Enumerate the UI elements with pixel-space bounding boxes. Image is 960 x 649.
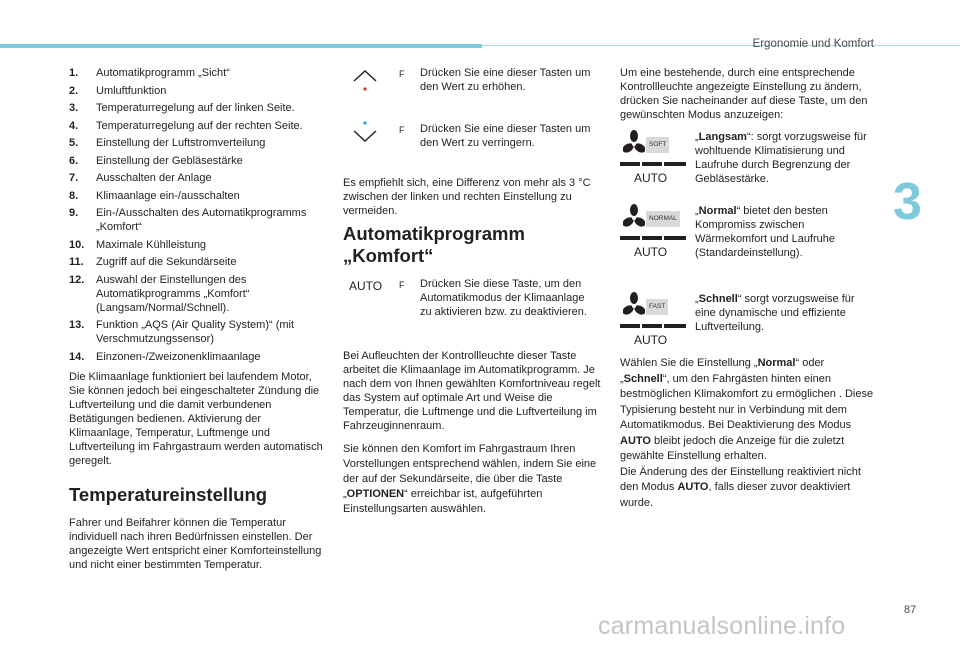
options-paragraph: [343, 442, 601, 517]
list-item: [69, 84, 327, 98]
list-item-text: Temperaturregelung auf der linken Seite.: [96, 102, 295, 114]
bullet-icon: F: [399, 280, 405, 290]
options-keyword: OPTIONEN: [346, 488, 405, 500]
list-item: [69, 238, 327, 252]
list-item-number: 10.: [69, 238, 85, 251]
list-item: [69, 273, 327, 315]
list-item: [69, 101, 327, 115]
auto-label: AUTO: [634, 245, 668, 259]
list-item: [69, 66, 327, 80]
list-item-number: 9.: [69, 207, 79, 219]
chevron-down-icon: [351, 120, 379, 144]
mode-list: [620, 128, 876, 356]
fan-icon: [623, 130, 645, 156]
list-item-number: 8.: [69, 189, 79, 202]
mode-description: „Normal“ bietet den besten Kompromiss zwischen Wärmekomfort und Laufruhe (Standardeinstellung).: [695, 205, 836, 259]
mode-paragraph: [620, 356, 876, 465]
temperature-paragraph: Fahrer und Beifahrer können die Temperatur individuell nach ihren Bedürfnissen einstellen. Der angezeigte Wert entspricht einer Komforteinstellung und nicht einer bestimmten Temperatur.: [69, 516, 322, 571]
page-number: 87: [904, 604, 917, 616]
mode-normal-label: Normal: [757, 357, 796, 369]
auto-label: AUTO: [634, 333, 668, 347]
increase-instruction: [343, 66, 601, 118]
mode-indicator-icon: [620, 128, 686, 188]
list-item-text: Automatikprogramm „Sicht“: [96, 67, 230, 79]
mode-tag: FAST: [646, 299, 668, 315]
auto-keyword: AUTO: [677, 481, 709, 493]
mode-name: Schnell: [698, 293, 738, 305]
list-item-text: Funktion „AQS (Air Quality System)“ (mit Verschmutzungssensor): [96, 319, 295, 345]
header-accent-bar: [0, 44, 482, 48]
temperature-heading: Temperatureinstellung: [69, 483, 268, 505]
auto-button-icon: AUTO: [349, 279, 383, 293]
right-column: [620, 66, 876, 511]
mode-tag: SOFT: [646, 137, 669, 153]
reactivate-text-c: , falls dieser zuvor deaktiviert wurde.: [620, 481, 851, 509]
header-divider: [482, 45, 960, 46]
decrease-text: Drücken Sie eine dieser Tasten um den Wert zu verringern.: [420, 123, 591, 149]
list-item-text: Umluftfunktion: [96, 84, 167, 97]
comfort-mode-soft: [620, 128, 876, 202]
auto-text: Drücken Sie diese Taste, um den Automatikmodus der Klimaanlage zu aktivieren bzw. zu deaktivieren.: [420, 278, 587, 318]
mode-desc-text: “ bietet den besten Kompromiss zwischen Wärmekomfort und Laufruhe (Standardeinstellung).: [695, 205, 836, 259]
list-item: [69, 350, 327, 364]
list-item-number: 4.: [69, 119, 79, 132]
list-item-text: Einzonen-/Zweizonenklimaanlage: [96, 350, 261, 363]
list-item-number: 12.: [69, 273, 85, 286]
fan-icon: [623, 292, 645, 318]
list-item-text: Einstellung der Gebläsestärke: [96, 154, 243, 167]
auto-label: AUTO: [634, 171, 668, 185]
list-item: [69, 318, 327, 346]
mode-description: „Schnell“ sorgt vorzugsweise für eine dynamische und effiziente Luftverteilung.: [695, 293, 855, 333]
list-item-number: 13.: [69, 319, 85, 331]
mode-desc-text: “: sorgt vorzugsweise für wohltuende Klimatisierung und Laufruhe durch Begrenzung der Gebläsestärke.: [695, 131, 867, 185]
list-item: [69, 255, 327, 269]
list-item: [69, 154, 327, 168]
reactivate-paragraph: [620, 465, 876, 512]
comfort-mode-normal: [620, 202, 876, 290]
mode-text-d: “, um den Fahrgästen hinten einen bestmöglichen Klimakomfort zu ermöglichen . Diese Typisierung besteht nur in Verbindung mit dem Automatikmodus. Bei Deaktivierung des Modus: [620, 372, 874, 431]
list-item-text: Zugriff auf die Sekundärseite: [96, 256, 237, 268]
fan-icon: [623, 204, 645, 230]
list-item-text: Temperaturregelung auf der rechten Seite.: [96, 119, 303, 132]
list-item-number: 14.: [69, 350, 85, 363]
speed-bars: [620, 162, 686, 166]
list-item-number: 6.: [69, 154, 79, 167]
reactivate-text-a: Die Änderung des der Einstellung reaktiviert nicht den Modus: [620, 465, 861, 493]
section-title: Ergonomie und Komfort: [752, 38, 874, 50]
chevron-up-icon: [351, 68, 379, 92]
heading-line-2: „Komfort“: [343, 245, 434, 266]
options-text-b: “ erreichbar ist, aufgeführten Einstellungsarten auswählen.: [343, 488, 543, 515]
list-item-text: Auswahl der Einstellungen des Automatikprogramms „Komfort“ (Langsam/Normal/Schnell).: [96, 273, 250, 314]
mode-indicator-icon: [620, 290, 686, 350]
mode-intro: Um eine bestehende, durch eine entsprechende Kontrollleuchte angezeigte Einstellung zu ändern, drücken Sie nacheinander auf diese Taste, um den gewünschten Modus anzuzeigen:: [620, 67, 868, 121]
watermark: carmanualsonline.info: [598, 612, 846, 640]
list-item-number: 2.: [69, 84, 79, 97]
list-item: [69, 119, 327, 133]
options-text-a: Sie können den Komfort im Fahrgastraum Ihren Vorstellungen entsprechend wählen, indem Sie eine der auf der Sekundärseite, die über die Taste „: [343, 443, 597, 500]
middle-column: [343, 66, 601, 517]
list-item: [69, 171, 327, 185]
list-item-number: 5.: [69, 137, 79, 149]
list-item-text: Klimaanlage ein-/ausschalten: [96, 189, 240, 202]
auto-keyword: AUTO: [620, 434, 651, 447]
mode-name: Normal: [698, 205, 737, 217]
auto-instruction: [343, 277, 601, 343]
control-list: [69, 66, 327, 364]
list-item-number: 3.: [69, 102, 79, 114]
mode-text-e: bleibt jedoch die Anzeige für die zuletzt gewählte Einstellung erhalten.: [620, 434, 845, 462]
list-item: [69, 189, 327, 203]
mode-fast-label: Schnell: [623, 372, 663, 385]
bullet-icon: F: [399, 69, 405, 79]
decrease-instruction: [343, 122, 601, 176]
mode-text-c: “ oder „: [620, 357, 825, 385]
mode-description: „Langsam“: sorgt vorzugsweise für wohltuende Klimatisierung und Laufruhe durch Begrenzung der Gebläsestärke.: [695, 131, 867, 185]
list-item-text: Maximale Kühlleistung: [96, 238, 207, 251]
list-item-text: Ausschalten der Anlage: [96, 172, 212, 184]
list-item-number: 1.: [69, 67, 79, 79]
automatic-program-heading: [343, 223, 601, 267]
mode-name: Langsam: [698, 131, 747, 143]
intro-paragraph: Die Klimaanlage funktioniert bei laufendem Motor, Sie können jedoch bei eingeschalteter Zündung die Luftverteilung und die damit verbundenen Betätigungen bedienen. Aktivierung der Klimaanlage, Temperatur, Luftmenge und Luftverteilung im Fahrgastraum werden automatisch geregelt.: [69, 370, 323, 467]
list-item-text: Ein-/Ausschalten des Automatikprogramms „Komfort“: [96, 207, 307, 233]
mode-text-a: Wählen Sie die Einstellung „: [620, 357, 758, 369]
left-column: [69, 66, 327, 572]
list-item-text: Einstellung der Luftstromverteilung: [96, 137, 266, 149]
mode-tag: NORMAL: [646, 211, 680, 227]
chapter-number: 3: [893, 173, 922, 231]
list-item: [69, 206, 327, 234]
bullet-icon: F: [399, 125, 405, 135]
list-item: [69, 136, 327, 150]
speed-bars: [620, 324, 686, 328]
speed-bars: [620, 236, 686, 240]
increase-text: Drücken Sie eine dieser Tasten um den Wert zu erhöhen.: [420, 67, 591, 93]
auto-paragraph: Bei Aufleuchten der Kontrollleuchte dieser Taste arbeitet die Klimaanlage im Automatikprogramm. Je nach dem von Ihnen gewählten Komfortniveau regelt das System auf optimale Art und Weise die Temperatur, die Luftmenge und die Luftverteilung im Fahrzeuginnenraum.: [343, 350, 601, 432]
comfort-mode-fast: [620, 290, 876, 356]
list-item-number: 7.: [69, 172, 79, 184]
mode-desc-text: “ sorgt vorzugsweise für eine dynamische und effiziente Luftverteilung.: [695, 293, 855, 333]
list-item-number: 11.: [69, 256, 84, 268]
recommendation-text: Es empfiehlt sich, eine Differenz von mehr als 3 °C zwischen der linken und rechten Einstellung zu vermeiden.: [343, 177, 591, 217]
mode-indicator-icon: [620, 202, 686, 262]
heading-line-1: Automatikprogramm: [343, 223, 525, 244]
